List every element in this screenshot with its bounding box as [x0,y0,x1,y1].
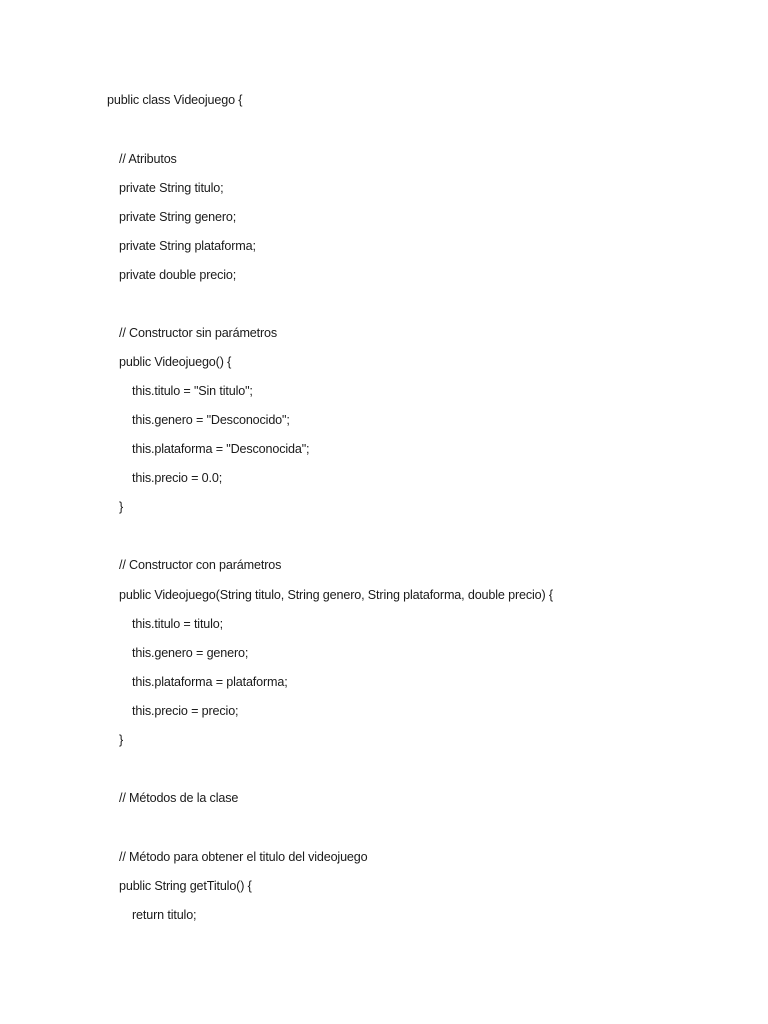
code-comment-constructor-con-parametros: // Constructor con parámetros [119,558,282,572]
code-line-assign-precio-default: this.precio = 0.0; [132,471,223,485]
code-line-constructor-default: public Videojuego() { [119,355,232,369]
code-line-field-titulo: private String titulo; [119,181,224,195]
code-line-assign-precio: this.precio = precio; [132,704,239,718]
code-line-class-declaration: public class Videojuego { [107,93,243,107]
code-line-close-brace: } [119,733,124,747]
code-line-field-precio: private double precio; [119,268,237,282]
code-line-get-titulo-signature: public String getTitulo() { [119,879,252,893]
code-comment-get-titulo: // Método para obtener el titulo del videojuego [119,850,368,864]
code-line-return-titulo: return titulo; [132,908,197,922]
code-line-assign-plataforma: this.plataforma = plataforma; [132,675,288,689]
code-line-constructor-params: public Videojuego(String titulo, String genero, String plataforma, double precio) { [119,588,553,602]
code-comment-constructor-sin-parametros: // Constructor sin parámetros [119,326,278,340]
code-line-close-brace: } [119,500,124,514]
code-comment-atributos: // Atributos [119,152,177,166]
code-line-field-genero: private String genero; [119,210,237,224]
code-line-assign-plataforma-default: this.plataforma = "Desconocida"; [132,442,310,456]
code-line-field-plataforma: private String plataforma; [119,239,256,253]
code-line-assign-titulo: this.titulo = titulo; [132,617,224,631]
code-line-assign-titulo-default: this.titulo = "Sin titulo"; [132,384,253,398]
code-line-assign-genero-default: this.genero = "Desconocido"; [132,413,290,427]
code-line-assign-genero: this.genero = genero; [132,646,249,660]
code-comment-metodos: // Métodos de la clase [119,791,239,805]
